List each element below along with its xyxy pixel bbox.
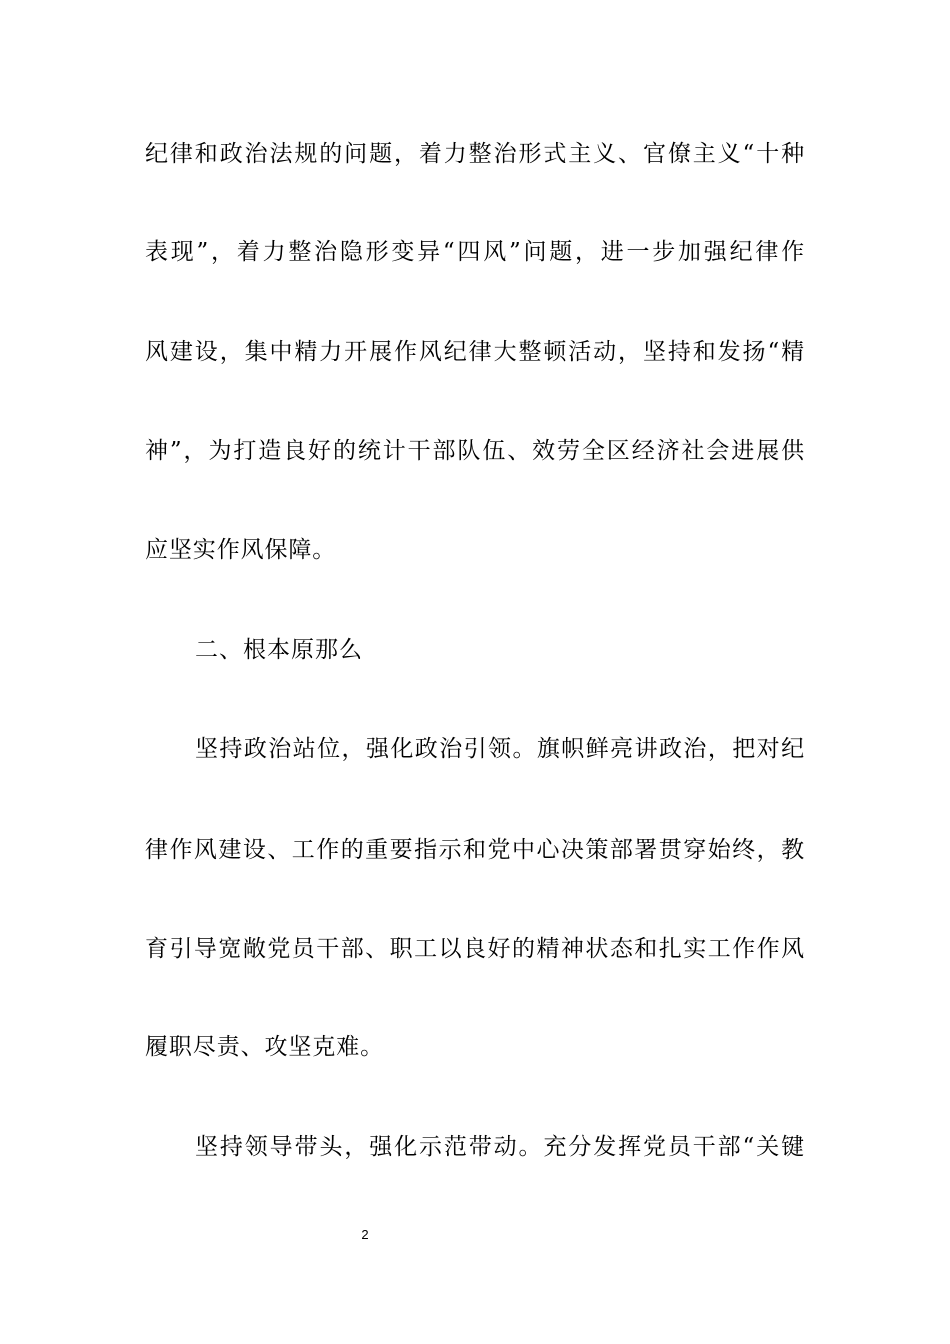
paragraph-1-line-1: 纪律和政治法规的问题，着力整治形式主义、官僚主义“十种	[145, 141, 805, 167]
paragraph-3-line-1: 坚持领导带头，强化示范带动。充分发挥党员干部“关键	[195, 1134, 805, 1160]
page-number: 2	[361, 1227, 369, 1242]
paragraph-2-line-3: 育引导宽敞党员干部、职工以良好的精神状态和扎实工作作风	[145, 936, 805, 962]
paragraph-1-line-2: 表现”，着力整治隐形变异“四风”问题，进一步加强纪律作	[145, 239, 805, 265]
section-heading: 二、根本原那么	[195, 637, 363, 663]
paragraph-1-line-4: 神”，为打造良好的统计干部队伍、效劳全区经济社会进展供	[145, 438, 805, 464]
paragraph-2-line-4: 履职尽责、攻坚克难。	[145, 1034, 384, 1060]
paragraph-1-line-5: 应坚实作风保障。	[145, 537, 337, 563]
paragraph-2-line-2: 律作风建设、工作的重要指示和党中心决策部署贯穿始终，教	[145, 837, 805, 863]
paragraph-2-line-1: 坚持政治站位，强化政治引领。旗帜鲜亮讲政治，把对纪	[195, 736, 805, 762]
paragraph-1-line-3: 风建设，集中精力开展作风纪律大整顿活动，坚持和发扬“精	[145, 339, 805, 365]
